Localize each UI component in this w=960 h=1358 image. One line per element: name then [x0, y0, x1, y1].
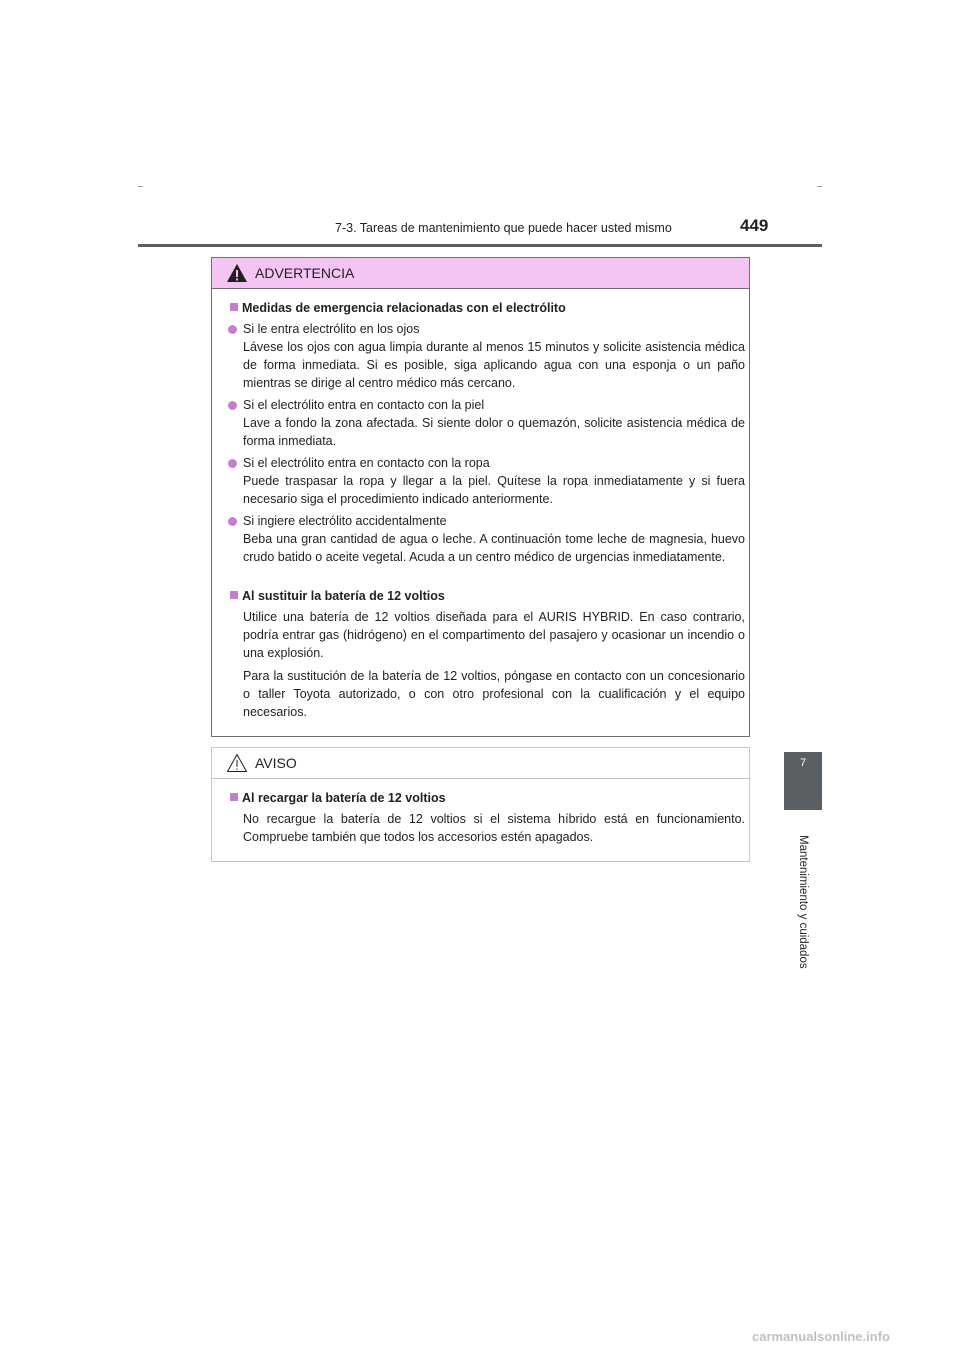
square-bullet-icon	[230, 303, 238, 311]
bullet-lead: Si le entra electrólito en los ojos	[243, 322, 420, 336]
notice-title: AVISO	[255, 755, 297, 771]
bullet-body: Beba una gran cantidad de agua o leche. A continuación tome leche de magnesia, huevo crudo batido o aceite vegetal. Acuda a un centro médico de urgencias inmediatamente.	[243, 532, 745, 564]
section-heading: Al recargar la batería de 12 voltios	[230, 791, 446, 805]
circle-bullet-icon	[228, 459, 237, 468]
notice-header	[212, 748, 749, 779]
warning-header	[212, 258, 749, 289]
chapter-label: Mantenimiento y cuidados	[797, 835, 809, 969]
circle-bullet-icon	[228, 517, 237, 526]
chapter-tab	[784, 752, 822, 810]
paragraph: No recargue la batería de 12 voltios si el sistema híbrido está en funcionamiento. Compruebe también que todos los accesorios estén apagados.	[243, 812, 745, 844]
crop-mark	[817, 186, 822, 187]
square-bullet-icon	[230, 591, 238, 599]
square-bullet-icon	[230, 793, 238, 801]
caution-triangle-icon	[226, 753, 248, 773]
header-rule	[138, 244, 822, 247]
section-heading: Al sustituir la batería de 12 voltios	[230, 589, 445, 603]
notice-box	[211, 747, 750, 862]
bullet-body: Lávese los ojos con agua limpia durante al menos 15 minutos y solicite asistencia médica de forma inmediata. Si es posible, siga aplicando agua con una esponja o un paño mientras se dirige al centro médico más cercano.	[243, 340, 745, 390]
paragraph: Utilice una batería de 12 voltios diseñada para el AURIS HYBRID. En caso contrario, podría entrar gas (hidrógeno) en el compartimento del pasajero y ocasionar un incendio o una explosión.	[243, 610, 745, 660]
running-header: 7-3. Tareas de mantenimiento que puede hacer usted mismo	[335, 221, 672, 235]
section-heading: Medidas de emergencia relacionadas con el electrólito	[230, 301, 566, 315]
page-number: 449	[740, 216, 769, 235]
bullet-lead: Si ingiere electrólito accidentalmente	[243, 514, 447, 528]
bullet-body: Puede traspasar la ropa y llegar a la piel. Quítese la ropa inmediatamente y si fuera necesario siga el procedimiento indicado anteriormente.	[243, 474, 745, 506]
circle-bullet-icon	[228, 401, 237, 410]
paragraph: Para la sustitución de la batería de 12 voltios, póngase en contacto con un concesionario o taller Toyota autorizado, o con otro profesional con la cualificación y el equipo necesarios.	[243, 669, 745, 719]
warning-triangle-icon	[226, 263, 248, 283]
bullet-lead: Si el electrólito entra en contacto con la piel	[243, 398, 485, 412]
warning-title: ADVERTENCIA	[255, 265, 355, 281]
crop-mark	[138, 186, 143, 187]
watermark: carmanualsonline.info	[752, 1329, 890, 1344]
chapter-number: 7	[799, 757, 807, 769]
warning-box	[211, 257, 750, 737]
bullet-body: Lave a fondo la zona afectada. Si siente dolor o quemazón, solicite asistencia médica de forma inmediata.	[243, 416, 745, 448]
circle-bullet-icon	[228, 325, 237, 334]
bullet-lead: Si el electrólito entra en contacto con la ropa	[243, 456, 490, 470]
